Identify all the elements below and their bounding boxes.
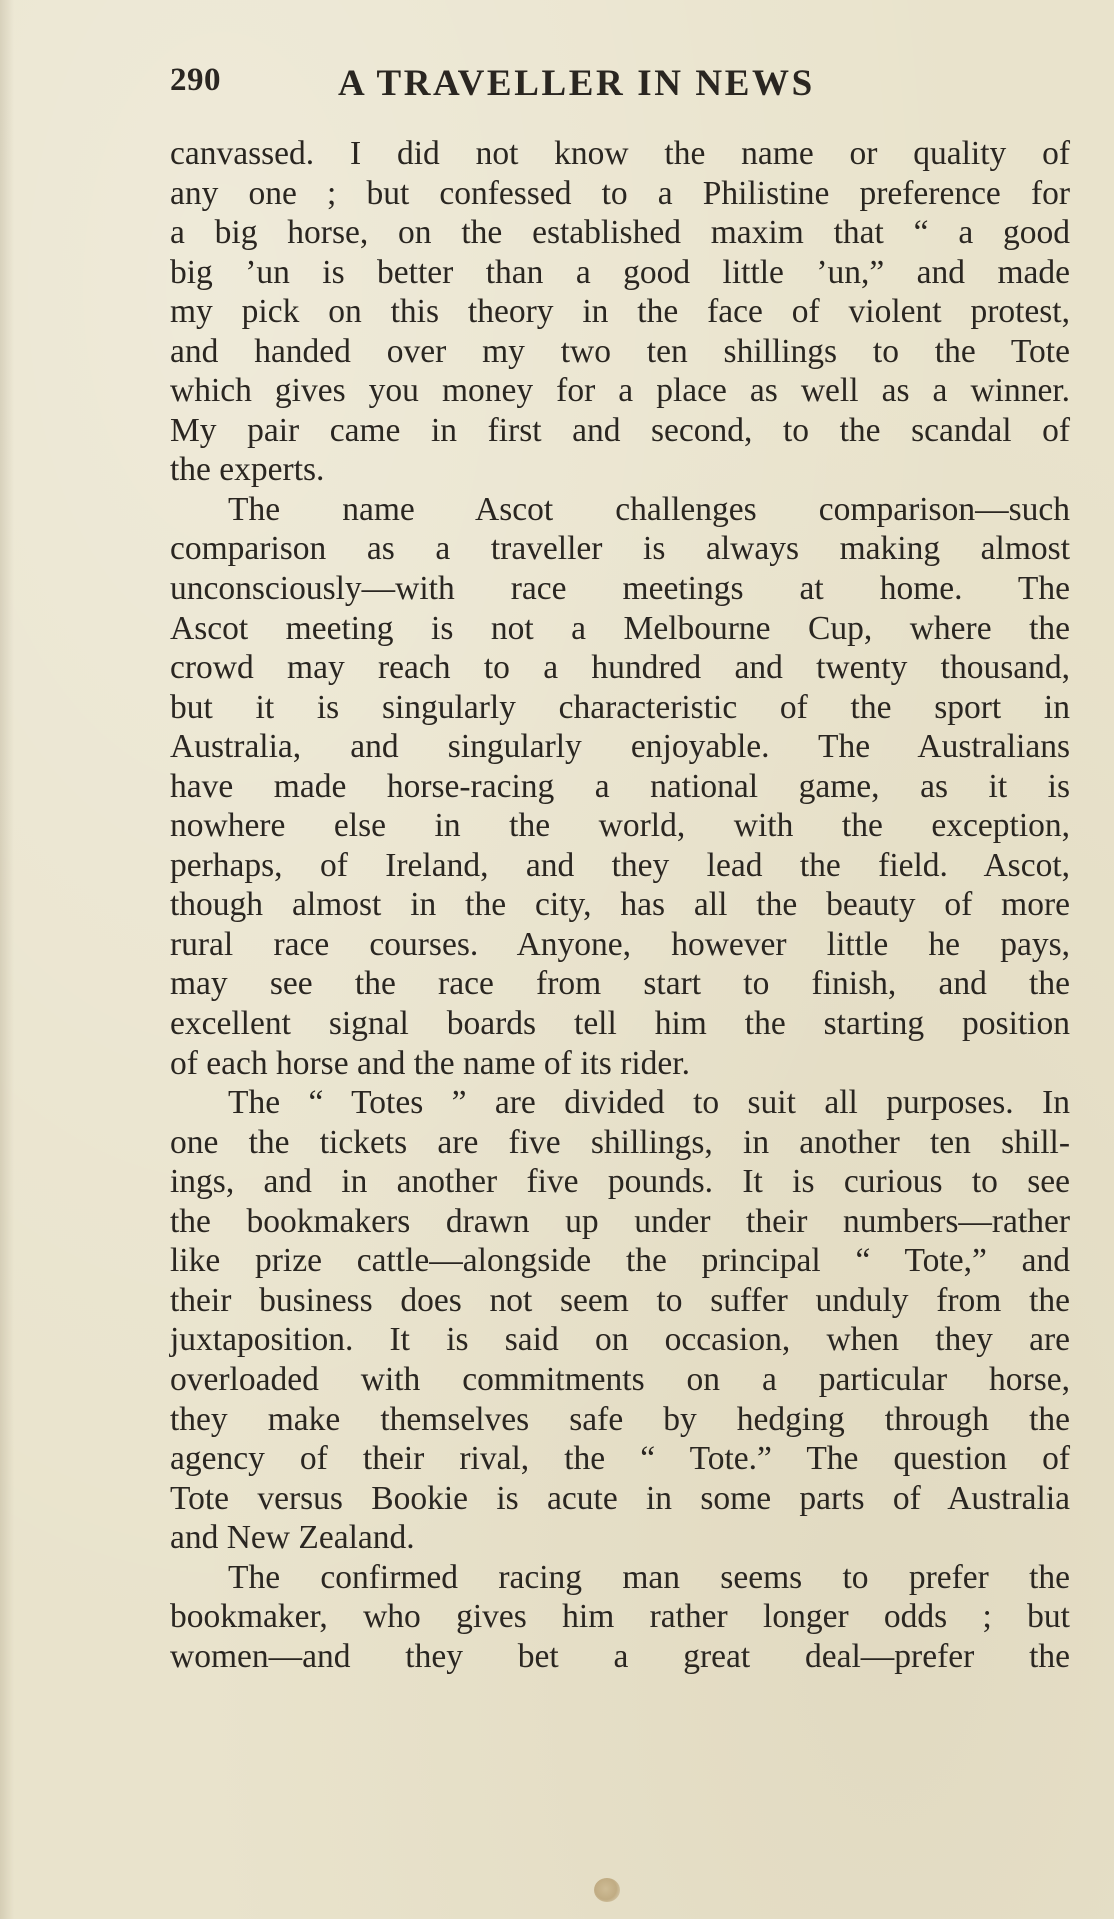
text-line: women—and they bet a great deal—prefer the	[170, 1637, 1070, 1675]
text-line: canvassed. I did not know the name or quality of	[170, 135, 1070, 172]
text-line: nowhere else in the world, with the exception,	[170, 807, 1070, 845]
text-line: of each horse and the name of its rider.	[170, 1044, 690, 1082]
text-line: Tote versus Bookie is acute in some parts of Australia	[170, 1479, 1070, 1517]
text-line: which gives you money for a place as well as a winner.	[170, 372, 1070, 410]
text-line: ings, and in another five pounds. It is curious to see	[170, 1163, 1070, 1201]
text-line: like prize cattle—alongside the principal “ Tote,” and	[170, 1242, 1070, 1280]
text-line: have made horse-racing a national game, as it is	[170, 767, 1070, 805]
paper-speck	[594, 1878, 620, 1902]
text-line: the bookmakers drawn up under their numbers—rather	[170, 1202, 1070, 1240]
text-line: The name Ascot challenges comparison—such	[228, 490, 1070, 528]
text-line: The “ Totes ” are divided to suit all purposes. In	[228, 1084, 1070, 1122]
text-line: rural race courses. Anyone, however little he pays,	[170, 925, 1070, 963]
text-line: may see the race from start to finish, and the	[170, 965, 1070, 1003]
text-line: and New Zealand.	[170, 1519, 415, 1557]
text-line: though almost in the city, has all the beauty of more	[170, 886, 1070, 924]
body-text	[170, 134, 1070, 1676]
text-line: they make themselves safe by hedging through the	[170, 1400, 1070, 1438]
running-head	[170, 62, 1070, 116]
text-line: The confirmed racing man seems to prefer the	[228, 1558, 1070, 1596]
text-line: any one ; but confessed to a Philistine preference for	[170, 174, 1070, 212]
text-line: Ascot meeting is not a Melbourne Cup, where the	[170, 609, 1070, 647]
text-line: unconsciously—with race meetings at home. The	[170, 570, 1070, 608]
text-line: My pair came in first and second, to the scandal of	[170, 411, 1070, 449]
text-line: a big horse, on the established maxim that “ a good	[170, 214, 1070, 252]
text-line: my pick on this theory in the face of violent protest,	[170, 293, 1070, 331]
page-number: 290	[170, 62, 221, 98]
text-line: the experts.	[170, 451, 325, 489]
text-line: Australia, and singularly enjoyable. The Australians	[170, 728, 1070, 766]
text-line: perhaps, of Ireland, and they lead the field. Ascot,	[170, 846, 1070, 884]
text-line: big ’un is better than a good little ’un,” and made	[170, 253, 1070, 291]
text-line: one the tickets are five shillings, in another ten shill-	[170, 1123, 1070, 1161]
text-line: juxtaposition. It is said on occasion, when they are	[170, 1321, 1070, 1359]
text-line: but it is singularly characteristic of the sport in	[170, 688, 1070, 726]
text-line: bookmaker, who gives him rather longer odds ; but	[170, 1598, 1070, 1636]
text-line: overloaded with commitments on a particular horse,	[170, 1360, 1070, 1398]
page-gutter-shadow	[0, 0, 14, 1919]
text-line: crowd may reach to a hundred and twenty thousand,	[170, 649, 1070, 687]
running-title: A TRAVELLER IN NEWS	[338, 63, 815, 104]
text-line: comparison as a traveller is always making almost	[170, 530, 1070, 568]
text-line: and handed over my two ten shillings to the Tote	[170, 332, 1070, 370]
text-line: excellent signal boards tell him the starting position	[170, 1005, 1070, 1043]
text-line: their business does not seem to suffer unduly from the	[170, 1281, 1070, 1319]
text-line: agency of their rival, the “ Tote.” The question of	[170, 1440, 1070, 1478]
